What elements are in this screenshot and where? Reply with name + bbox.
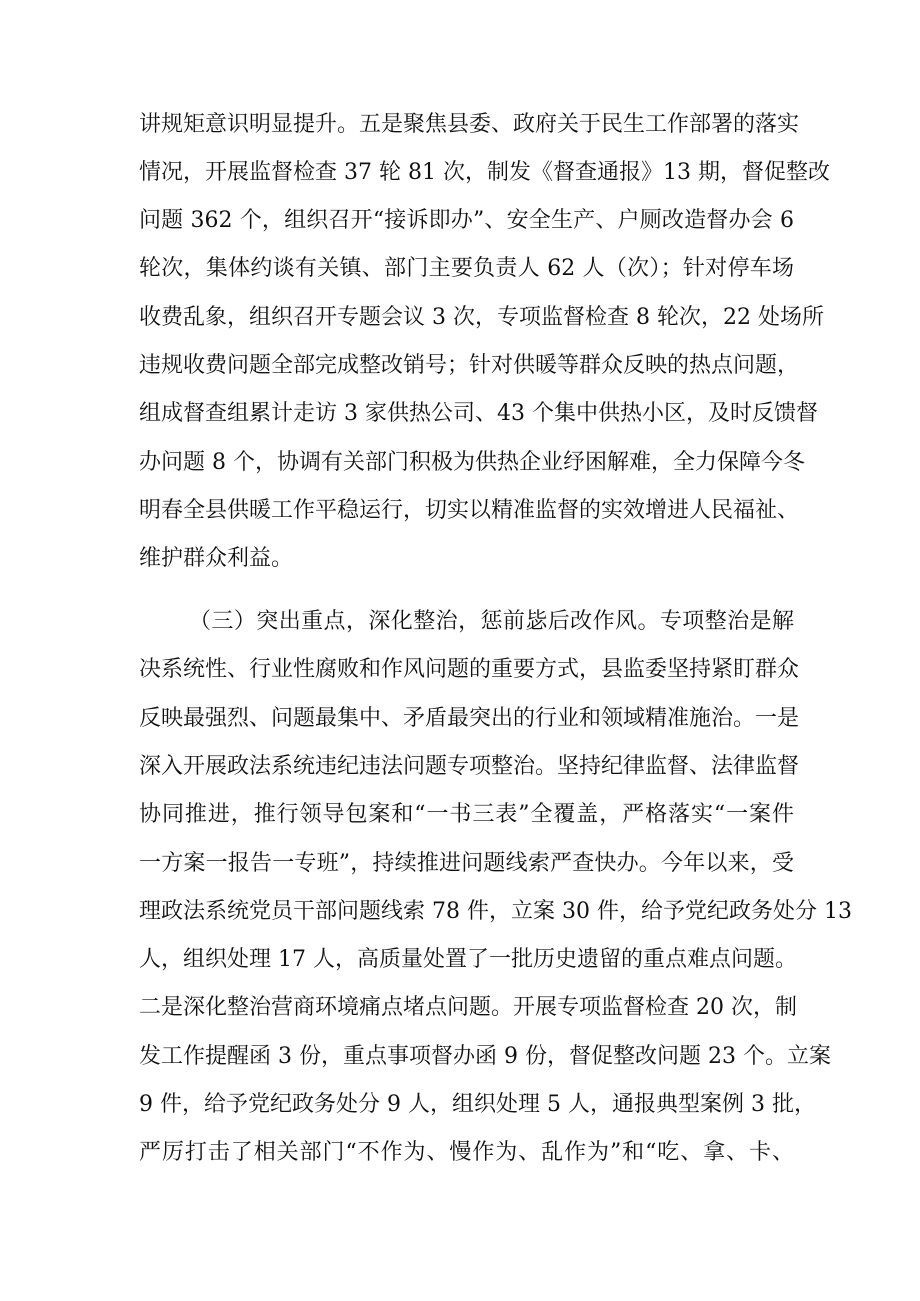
text-line: 办问题 8 个，协调有关部门积极为供热企业纾困解难，全力保障今冬 bbox=[139, 450, 805, 475]
text-line: 反映最强烈、问题最集中、矛盾最突出的行业和领域精准施治。一是 bbox=[139, 706, 800, 731]
text-line: 明春全县供暖工作平稳运行，切实以精准监督的实效增进人民福祉、 bbox=[139, 498, 800, 523]
text-line: 二是深化整治营商环境痛点堵点问题。开展专项监督检查 20 次，制 bbox=[139, 995, 797, 1020]
text-line: 维护群众利益。 bbox=[139, 546, 294, 571]
text-line: 9 件，给予党纪政务处分 9 人，组织处理 5 人，通报典型案例 3 批， bbox=[139, 1092, 816, 1117]
text-line: 情况，开展监督检查 37 轮 81 次，制发《督查通报》13 期，督促整改 bbox=[139, 160, 830, 185]
text-line: 组成督查组累计走访 3 家供热公司、43 个集中供热小区，及时反馈督 bbox=[139, 401, 818, 426]
text-line: 严厉打击了相关部门“不作为、慢作为、乱作为”和“吃、拿、卡、 bbox=[139, 1140, 794, 1165]
section-heading-line: （三）突出重点，深化整治，惩前毖后改作风。专项整治是解 bbox=[189, 609, 794, 634]
text-line: 决系统性、行业性腐败和作风问题的重要方式，县监委坚持紧盯群众 bbox=[139, 657, 800, 682]
text-line: 协同推进，推行领导包案和“一书三表”全覆盖，严格落实“一案件 bbox=[139, 802, 794, 827]
text-line: 轮次，集体约谈有关镇、部门主要负责人 62 人（次）；针对停车场 bbox=[139, 256, 794, 281]
text-line: 理政法系统党员干部问题线索 78 件，立案 30 件，给予党纪政务处分 13 bbox=[139, 899, 852, 924]
text-line: 发工作提醒函 3 份，重点事项督办函 9 份，督促整改问题 23 个。立案 bbox=[139, 1044, 831, 1069]
text-line: 收费乱象，组织召开专题会议 3 次，专项监督检查 8 轮次，22 处场所 bbox=[139, 305, 824, 330]
text-line: 违规收费问题全部完成整改销号；针对供暖等群众反映的热点问题， bbox=[139, 353, 800, 378]
text-line: 一方案一报告一专班”，持续推进问题线索严查快办。今年以来，受 bbox=[139, 851, 794, 876]
text-line: 深入开展政法系统违纪违法问题专项整治。坚持纪律监督、法律监督 bbox=[139, 754, 800, 779]
text-line: 人，组织处理 17 人，高质量处置了一批历史遗留的重点难点问题。 bbox=[139, 947, 797, 972]
text-line: 讲规矩意识明显提升。五是聚焦县委、政府关于民生工作部署的落实 bbox=[139, 112, 800, 137]
text-line: 问题 362 个，组织召开“接诉即办”、安全生产、户厕改造督办会 6 bbox=[139, 208, 794, 233]
